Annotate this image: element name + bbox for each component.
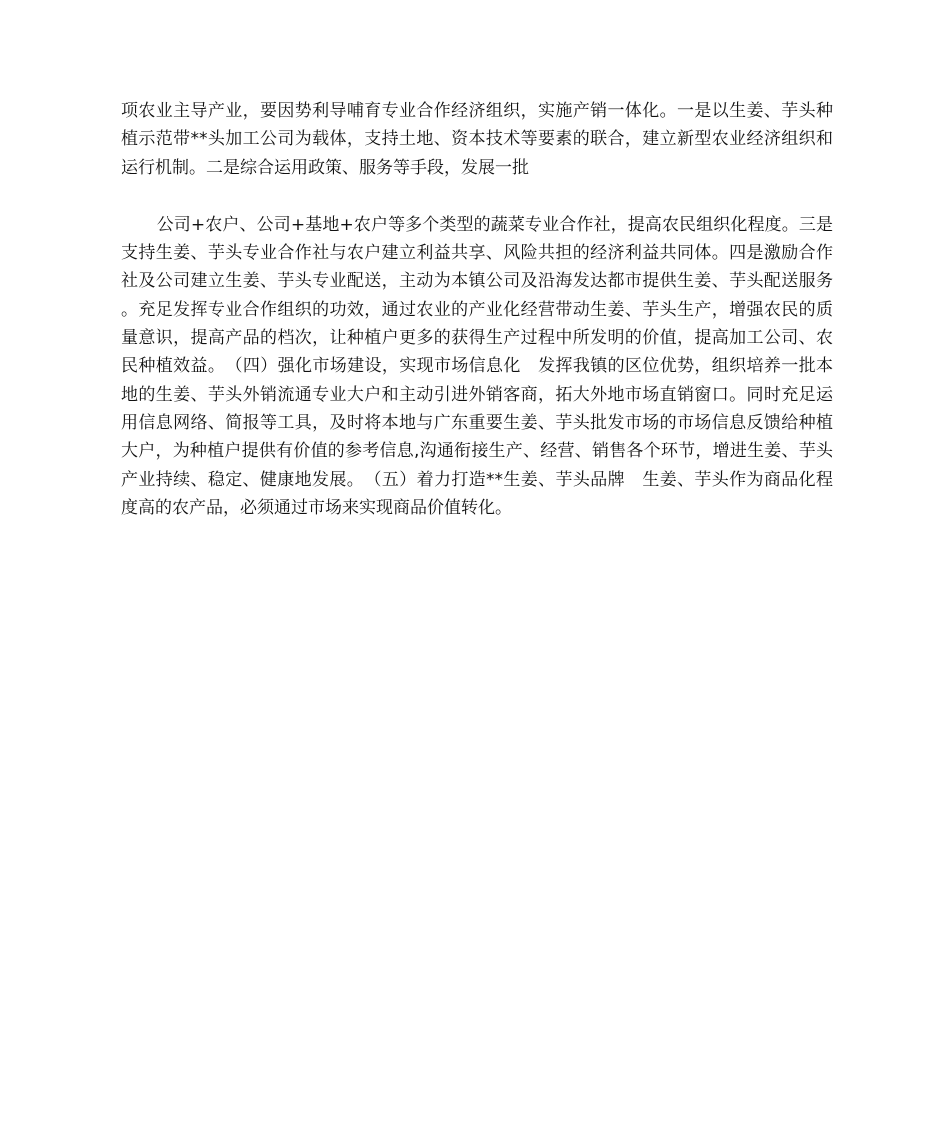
paragraph-1: 项农业主导产业，要因势利导哺育专业合作经济组织，实施产销一体化。一是以生姜、芋头种植示范带**头加工公司为载体，支持土地、资本技术等要素的联合，建立新型农业经济组织和运行机制。二是综合运用政策、服务等手段，发展一批 bbox=[121, 101, 833, 178]
document-body bbox=[121, 97, 833, 522]
paragraph-2: 公司+农户、公司+基地+农户等多个类型的蔬菜专业合作社，提高农民组织化程度。三是支持生姜、芋头专业合作社与农户建立利益共享、风险共担的经济利益共同体。四是激励合作社及公司建立生姜、芋头专业配送，主动为本镇公司及沿海发达都市提供生姜、芋头配送服务。充足发挥专业合作组织的功效，通过农业的产业化经营带动生姜、芋头生产，增强农民的质量意识，提高产品的档次，让种植户更多的获得生产过程中所发明的价值，提高加工公司、农民种植效益。 （四）强化市场建设，实现市场信息化 发挥我镇的区位优势，组织培养一批本地的生姜、芋头外销流通专业大户和主动引进外销客商，拓大外地市场直销窗口。同时充足运用信息网络、简报等工具，及时将本地与广东重要生姜、芋头批发市场的市场信息反馈给种植大户，为种植户提供有价值的参考信息,沟通衔接生产、经营、销售各个环节，增进生姜、芋头产业持续、稳定、健康地发展。 （五）着力打造**生姜、芋头品牌 生姜、芋头作为商品化程度高的农产品，必须通过市场来实现商品价值转化。 bbox=[121, 214, 833, 518]
